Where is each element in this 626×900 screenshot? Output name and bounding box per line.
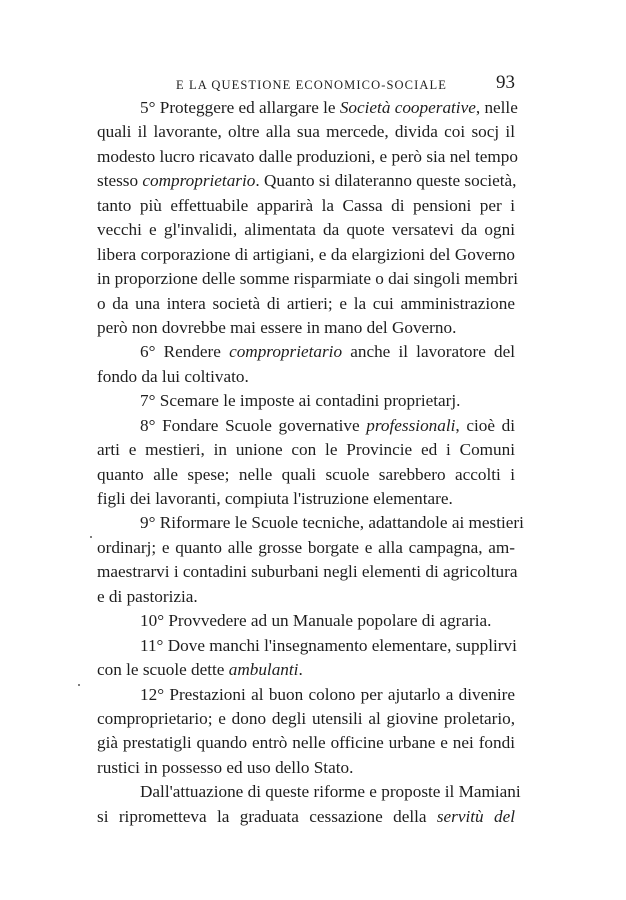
body-text — [97, 96, 524, 829]
text-line: si riprometteva la graduata cessazione della servitù del — [97, 806, 515, 826]
text-line: ordinarj; e quanto alle grosse borgate e alla campagna, am- — [97, 537, 515, 557]
text-line: arti e mestieri, in unione con le Provincie ed i Comuni — [97, 440, 515, 460]
text-line: vecchi e gl'invalidi, alimentata da quote versatevi da ogni — [97, 220, 515, 240]
text-line: maestrarvi i contadini suburbani negli elementi di agricoltura — [97, 562, 518, 582]
text-line: già prestatigli quando entrò nelle officine urbane e nei fondi — [97, 733, 515, 753]
text-line: quali il lavorante, oltre alla sua mercede, divida coi socj il — [97, 122, 515, 142]
text-line: 11° Dove manchi l'insegnamento elementare, supplirvi — [140, 635, 517, 655]
text-line: in proporzione delle somme risparmiate o dai singoli membri — [97, 269, 518, 289]
text-line: o da una intera società di artieri; e la cui amministrazione — [97, 293, 515, 313]
text-line: 9° Riformare le Scuole tecniche, adattandole ai mestieri — [140, 513, 524, 533]
text-line: 10° Provvedere ad un Manuale popolare di agraria. — [140, 611, 492, 631]
page-number: 93 — [496, 72, 515, 93]
ink-speck — [90, 536, 92, 538]
text-line: però non dovrebbe mai essere in mano del Governo. — [97, 317, 457, 337]
text-line: figli dei lavoranti, compiuta l'istruzione elementare. — [97, 489, 453, 508]
text-line: con le scuole dette ambulanti. — [97, 660, 303, 680]
text-line: 5° Proteggere ed allargare le Società cooperative, nelle — [140, 98, 518, 117]
ink-speck — [78, 684, 80, 686]
text-line: 7° Scemare le imposte ai contadini proprietarj. — [140, 391, 461, 411]
text-line: fondo da lui coltivato. — [97, 366, 249, 386]
text-line: 12° Prestazioni al buon colono per ajutarlo a divenire — [140, 684, 515, 704]
running-head: E LA QUESTIONE ECONOMICO-SOCIALE — [176, 78, 447, 92]
text-line: e di pastorizia. — [97, 586, 198, 606]
text-line: 6° Rendere comproprietario anche il lavoratore del — [140, 342, 515, 362]
text-line: comproprietario; e dono degli utensili al giovine proletario, — [97, 708, 515, 728]
text-line: stesso comproprietario. Quanto si dilateranno queste società, — [97, 171, 517, 191]
text-line: quanto alle spese; nelle quali scuole sarebbero accolti i — [97, 464, 515, 484]
text-line: rustici in possesso ed uso dello Stato. — [97, 757, 354, 777]
text-line: libera corporazione di artigiani, e da elargizioni del Governo — [97, 244, 515, 264]
text-line: Dall'attuazione di queste riforme e proposte il Mamiani — [140, 782, 521, 802]
text-line: tanto più effettuabile apparirà la Cassa di pensioni per i — [97, 195, 515, 215]
page-header — [97, 72, 515, 94]
text-line: 8° Fondare Scuole governative professionali, cioè di — [140, 415, 516, 435]
text-line: modesto lucro ricavato dalle produzioni, e però sia nel tempo — [97, 146, 518, 166]
